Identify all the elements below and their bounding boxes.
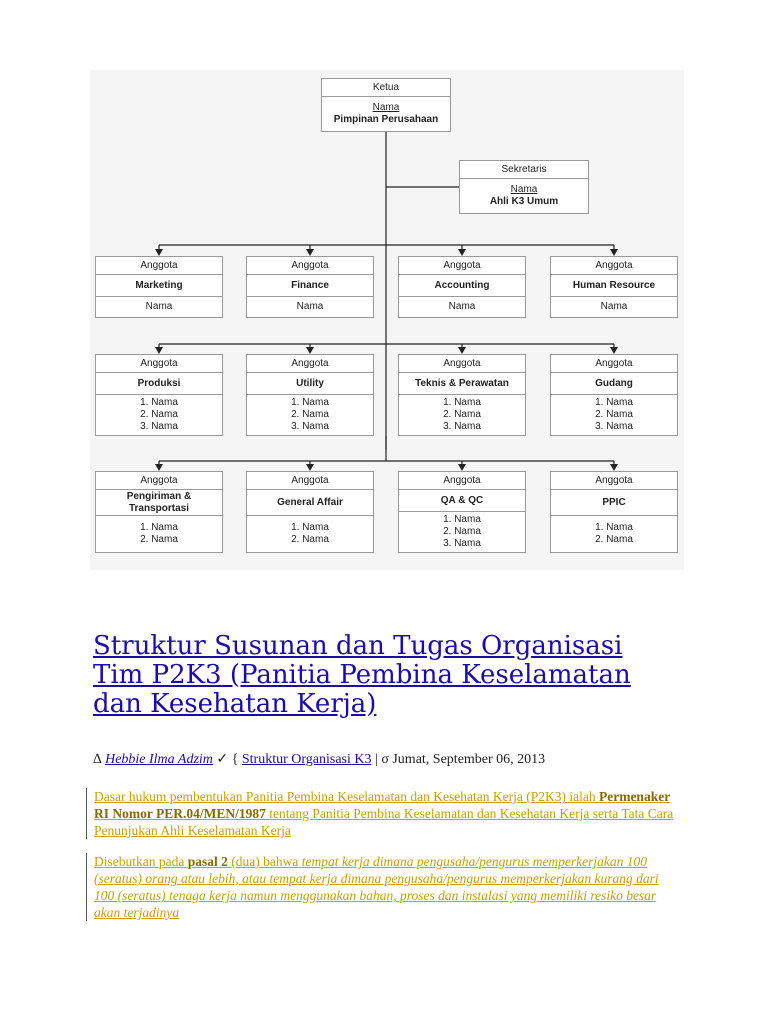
arrow-down-icon [458,249,466,256]
member-box-produksi [95,354,223,436]
date-icon: σ [381,752,389,767]
label-link[interactable]: Struktur Organisasi K3 [241,752,372,767]
member-names [551,515,677,552]
member-box-accounting [398,256,526,318]
author-link[interactable]: Hebbie Ilma Adzim [105,752,213,767]
member-box-utility [246,354,374,436]
member-box-qa-qc [398,471,526,553]
member-name: 2. Nama [140,409,178,420]
post-date: Jumat, September 06, 2013 [392,752,546,767]
member-names [399,511,525,552]
member-role: Anggota [443,474,481,486]
member-unit: PPIC [551,489,677,515]
author-icon: ∆ [93,752,102,767]
member-unit: Human Resource [551,274,677,296]
member-name: 2. Nama [595,534,633,545]
arrow-down-icon [306,347,314,354]
member-names [96,515,222,552]
member-name: Nama [399,296,525,317]
arrow-down-icon [610,347,618,354]
member-box-gudang [550,354,678,436]
member-box-human-resource [550,256,678,318]
meta-separator: | [375,752,378,767]
arrow-down-icon [458,464,466,471]
member-unit: Accounting [399,274,525,296]
member-unit: General Affair [247,489,373,515]
p2-text-c: (dua) bahwa [231,854,299,869]
article-title[interactable]: Struktur Susunan dan Tugas Organisasi Tim P2K3 (Panitia Pembina Keselamatan dan Kesehatan Kerja) [93,631,631,719]
paragraph-article-2 [86,853,674,921]
chairman-name-label: Nama [372,102,400,113]
member-name: 1. Nama [443,397,481,408]
member-role: Anggota [443,357,481,369]
member-box-teknis-perawatan [398,354,526,436]
member-name: 2. Nama [595,409,633,420]
arrow-down-icon [155,249,163,256]
arrow-down-icon [458,347,466,354]
post-meta [93,751,545,768]
arrow-down-icon [306,249,314,256]
member-unit: QA & QC [399,489,525,511]
org-chart [90,70,684,570]
member-name: 3. Nama [140,421,178,432]
member-box-finance [246,256,374,318]
member-names [247,394,373,435]
label-icon: ✓ { [216,752,239,767]
arrow-down-icon [155,464,163,471]
member-names [399,394,525,435]
paragraph-legal-basis [86,788,674,839]
secretary-name: Ahli K3 Umum [489,196,559,207]
chairman-name: Pimpinan Perusahaan [333,114,439,125]
member-role: Anggota [595,259,633,271]
member-name: 2. Nama [140,534,178,545]
member-role: Anggota [595,474,633,486]
p1-text-a: Dasar hukum pembentukan Panitia Pembina Keselamatan dan Kesehatan Kerja (P2K3) ialah [94,789,596,804]
member-name: 1. Nama [595,397,633,408]
arrow-down-icon [306,464,314,471]
p1-text-c: tentang Panitia Pembina Keselamatan dan Kesehatan Kerja serta Tata Cara Penunjukan Ahli Keselamatan Kerja [94,806,674,838]
member-role: Anggota [291,474,329,486]
member-name: 2. Nama [291,409,329,420]
member-role: Anggota [443,259,481,271]
p2-text-a: Disebutkan pada [94,854,185,869]
member-box-general-affair [246,471,374,553]
member-role: Anggota [140,259,178,271]
chairman-box [321,78,451,132]
member-name: 1. Nama [291,397,329,408]
p2-text-d: tempat kerja dimana pengusaha/pengurus memperkerjakan 100 (seratus) orang atau lebih, atau tempat kerja dimana pengusaha/pengurus memperkerjakan kurang dari 100 (seratus) tenaga kerja namun menggunakan bahan, proses dan instalasi yang memiliki resiko besar akan terjadinya [94,854,659,920]
member-name: 2. Nama [443,526,481,537]
arrow-down-icon [610,249,618,256]
chairman-role: Ketua [372,81,400,93]
member-unit: Produksi [96,372,222,394]
member-name: Nama [96,296,222,317]
member-role: Anggota [140,357,178,369]
member-names [247,515,373,552]
member-name: 2. Nama [443,409,481,420]
member-box-ppic [550,471,678,553]
secretary-box [459,160,589,214]
member-role: Anggota [595,357,633,369]
member-name: 1. Nama [443,514,481,525]
secretary-role: Sekretaris [501,163,547,175]
arrow-down-icon [610,464,618,471]
member-box-pengiriman [95,471,223,553]
member-name: 1. Nama [595,522,633,533]
member-names [96,394,222,435]
member-name: 2. Nama [291,534,329,545]
member-unit: Finance [247,274,373,296]
member-name: 3. Nama [443,421,481,432]
member-unit: Utility [247,372,373,394]
member-box-marketing [95,256,223,318]
member-names [551,394,677,435]
member-unit: Gudang [551,372,677,394]
p2-article-ref: pasal 2 [187,854,228,869]
member-name: 1. Nama [140,522,178,533]
member-unit: Marketing [96,274,222,296]
member-name: 3. Nama [443,538,481,549]
member-role: Anggota [140,474,178,486]
p1-regulation: Permenaker RI Nomor PER.04/MEN/1987 [94,789,671,821]
member-name: Nama [247,296,373,317]
arrow-down-icon [155,347,163,354]
member-role: Anggota [291,259,329,271]
member-role: Anggota [291,357,329,369]
member-name: Nama [551,296,677,317]
member-unit: Pengiriman & Transportasi [96,489,222,515]
member-unit: Teknis & Perawatan [399,372,525,394]
secretary-name-label: Nama [510,184,538,195]
member-name: 1. Nama [291,522,329,533]
member-name: 1. Nama [140,397,178,408]
member-name: 3. Nama [595,421,633,432]
member-name: 3. Nama [291,421,329,432]
